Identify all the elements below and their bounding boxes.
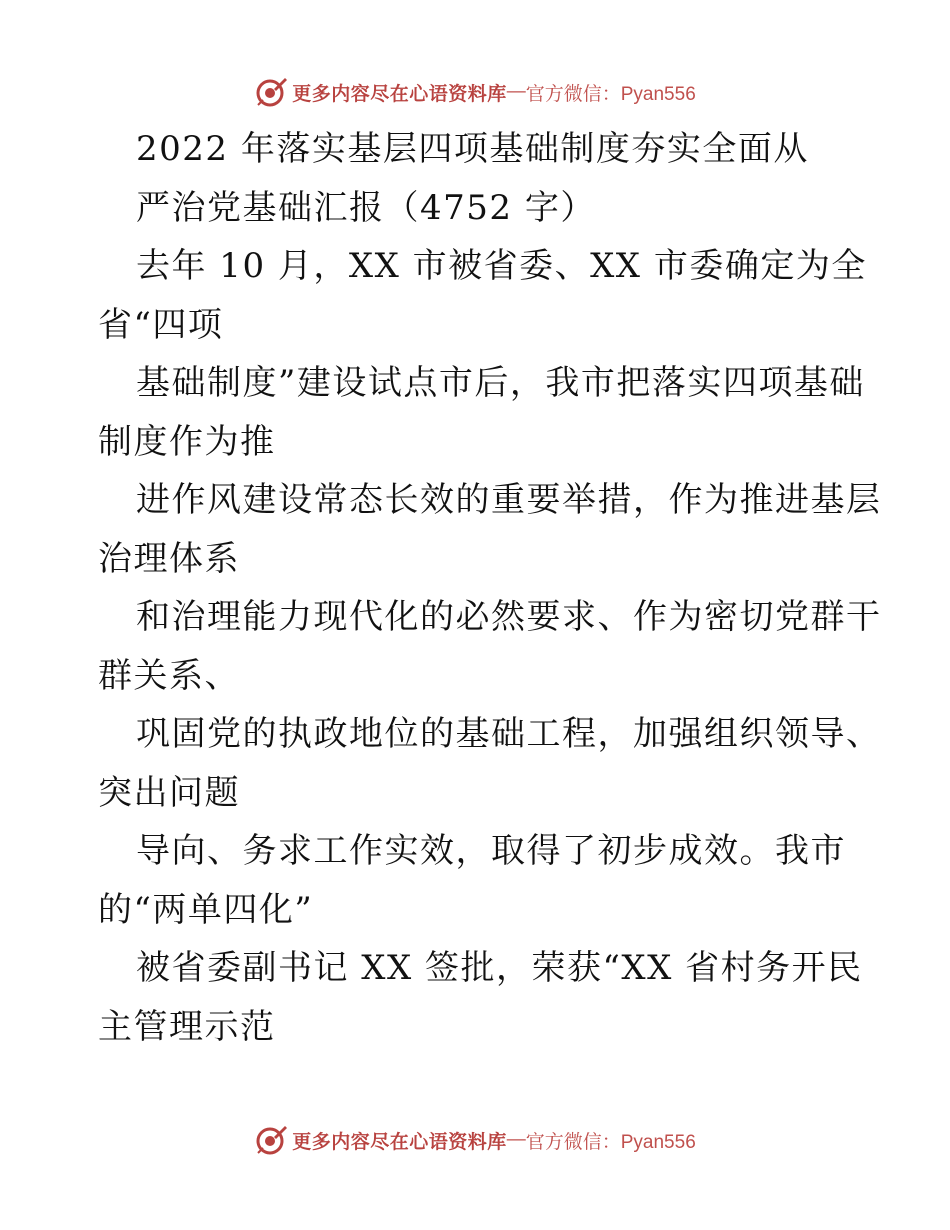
watermark-separator: — xyxy=(506,1129,526,1150)
document-line: 严治党基础汇报（4752 字） xyxy=(136,187,596,228)
document-line: 被省委副书记 XX 签批，荣获“XX 省村务开民 xyxy=(136,948,863,988)
document-line: 省“四项 xyxy=(98,304,224,345)
document-line: 的“两单四化” xyxy=(98,889,314,930)
watermark-contact: 官方微信：Pyan556 xyxy=(525,83,696,105)
header-watermark xyxy=(0,72,950,112)
watermark-separator: — xyxy=(506,81,526,102)
document-line: 进作风建设常态长效的重要举措，作为推进基层 xyxy=(136,480,882,520)
document-line: 群关系、 xyxy=(98,655,240,696)
document-line: 治理体系 xyxy=(98,538,240,579)
document-line: 2022 年落实基层四项基础制度夯实全面从 xyxy=(136,129,809,169)
document-line: 和治理能力现代化的必然要求、作为密切党群干 xyxy=(136,597,882,637)
watermark-text: 更多内容尽在心语资料库 xyxy=(292,1130,507,1153)
document-line: 巩固党的执政地位的基础工程，加强组织领导、 xyxy=(136,714,882,754)
footer-watermark xyxy=(0,1120,950,1160)
document-line: 制度作为推 xyxy=(98,421,276,462)
document-line: 基础制度”建设试点市后，我市把落实四项基础 xyxy=(136,363,865,403)
document-body xyxy=(98,120,882,1056)
watermark-contact: 官方微信：Pyan556 xyxy=(525,1131,696,1153)
document-line: 突出问题 xyxy=(98,772,240,813)
watermark-text: 更多内容尽在心语资料库 xyxy=(292,82,507,105)
pen-logo-icon xyxy=(254,1123,288,1157)
document-line: 导向、务求工作实效，取得了初步成效。我市 xyxy=(136,831,846,871)
document-line: 主管理示范 xyxy=(98,1006,276,1047)
document-line: 去年 10 月，XX 市被省委、XX 市委确定为全 xyxy=(136,246,867,286)
pen-logo-icon xyxy=(254,75,288,109)
